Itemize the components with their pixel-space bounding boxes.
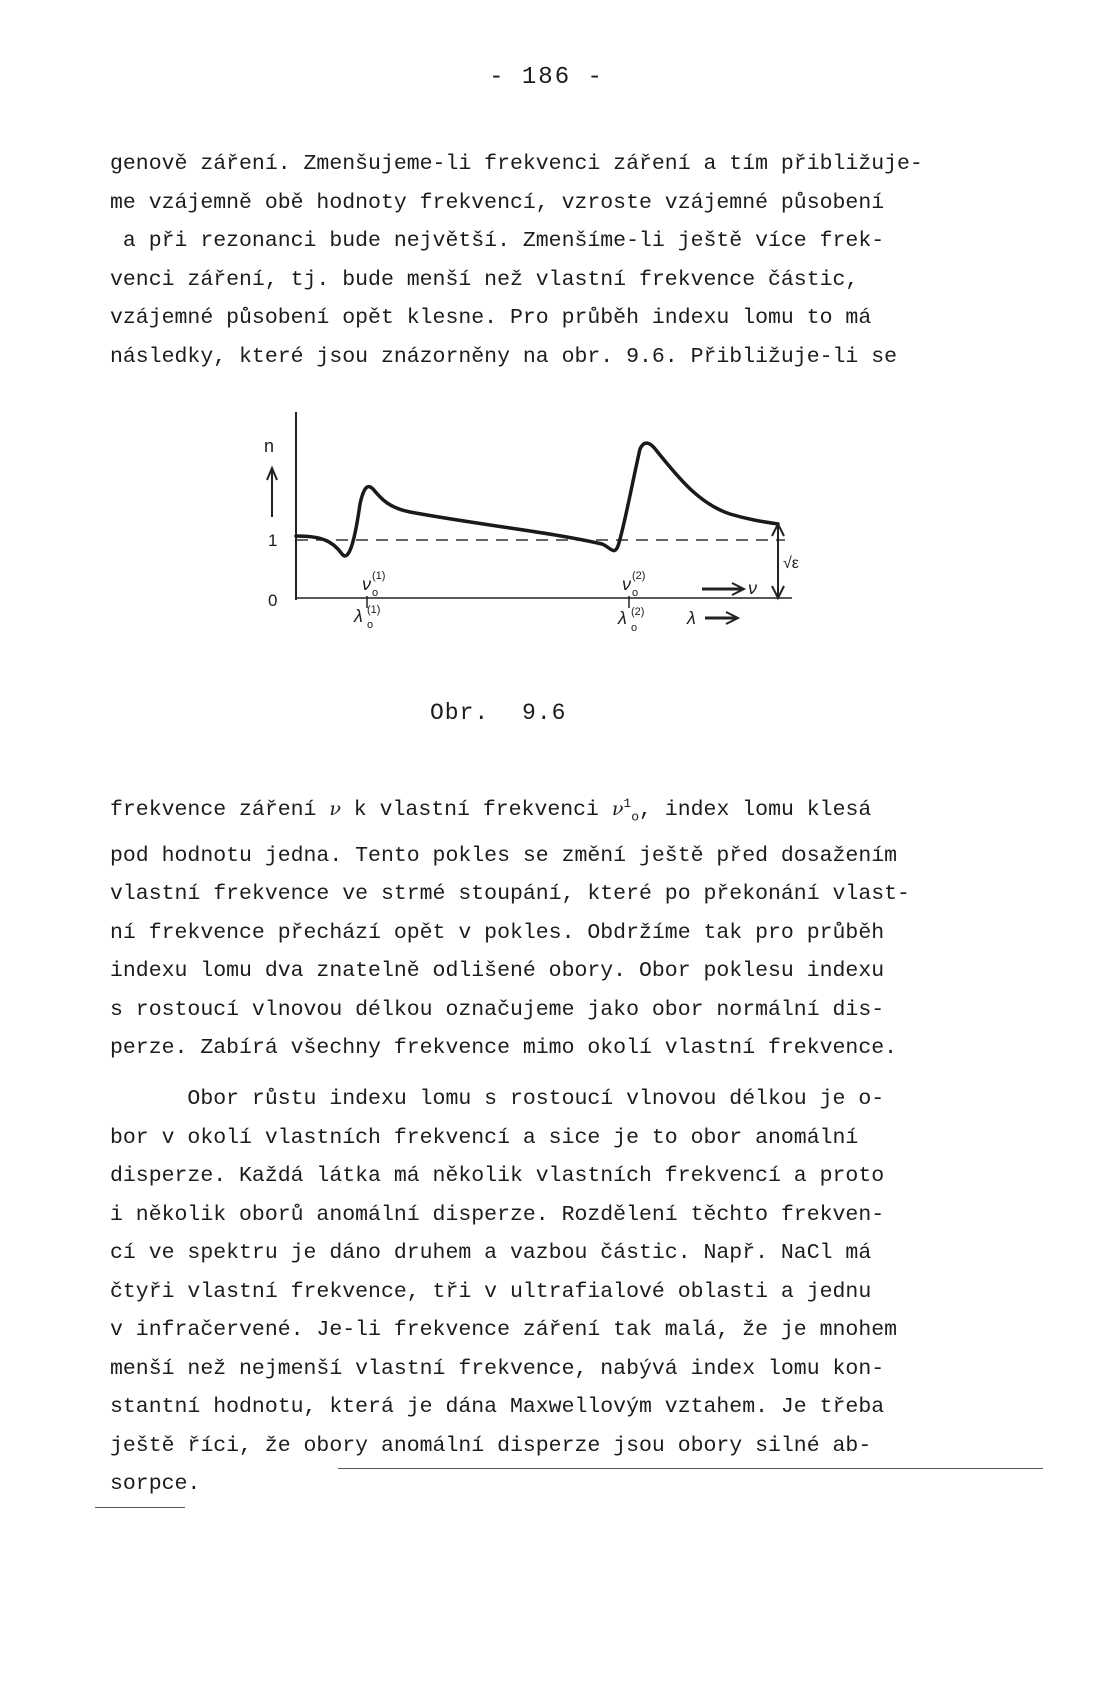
text-line: disperze. Každá látka má několik vlastních frekvencí a proto <box>110 1164 885 1188</box>
text-line: pod hodnotu jedna. Tento pokles se změní ještě před dosažením <box>110 843 898 868</box>
lambda2-subscript: o <box>631 622 638 634</box>
text-line: bor v okolí vlastních frekvencí a sice je to obor anomální <box>110 1125 859 1150</box>
nu1-subscript: o <box>372 587 379 599</box>
nu2-subscript: o <box>632 587 639 599</box>
n-axis-label: n <box>264 436 275 456</box>
lambda-arrow-label: λ <box>687 608 696 628</box>
page-number: - 186 - <box>489 64 604 91</box>
text-line: čtyři vlastní frekvence, tři v ultrafialové oblasti a jednu <box>110 1279 872 1304</box>
text-line: vlastní frekvence ve strmé stoupání, které po překonání vlast- <box>110 882 910 907</box>
text-line: ní frekvence přechází opět v pokles. Obdržíme tak pro průběh <box>110 920 885 945</box>
nu1-symbol: ν <box>362 574 371 594</box>
dispersion-graph <box>264 432 880 692</box>
text-line: i několik oborů anomální disperze. Rozdělení těchto frekven- <box>110 1202 885 1227</box>
text-line: stantní hodnotu, která je dána Maxwellovým vztahem. Je třeba <box>110 1395 885 1419</box>
text-line: sorpce. <box>110 1472 201 1496</box>
text-line: genově záření. Zmenšujeme-li frekvenci záření a tím přibližuje- <box>110 152 923 176</box>
lambda1-symbol: λ <box>354 606 363 626</box>
resonance-1-labels <box>353 570 385 631</box>
sqrt-epsilon-label: √ε <box>783 555 799 572</box>
paragraph-3 <box>110 1080 1060 1504</box>
text-line: a při rezonanci bude největší. Zmenšíme-li ještě více frek- <box>110 229 885 253</box>
text-line: vzájemné působení opět klesne. Pro průběh indexu lomu to má <box>110 306 872 330</box>
text-line: perze. Zabírá všechny frekvence mimo okolí vlastní frekvence. <box>110 1036 898 1061</box>
caption-number: 9.6 <box>522 700 567 726</box>
lambda1-superscript: (1) <box>367 604 381 616</box>
text-line: cí ve spektru je dáno druhem a vazbou částic. Např. NaCl má <box>110 1241 872 1265</box>
lambda1-subscript: o <box>367 619 374 631</box>
text-line: me vzájemně obě hodnoty frekvencí, vzroste vzájemné působení <box>110 190 885 215</box>
nu2-superscript: (2) <box>632 570 646 582</box>
nu1-superscript: (1) <box>372 570 386 582</box>
figure-9-6 <box>264 432 880 692</box>
text-line: ještě říci, že obory anomální disperze jsou obory silné ab- <box>110 1433 872 1458</box>
caption-prefix: Obr. <box>430 700 490 726</box>
figure-caption <box>430 700 584 726</box>
paragraph-1 <box>110 145 1060 376</box>
tick-label-zero: 0 <box>268 591 278 610</box>
nu-direction-arrow <box>702 578 757 598</box>
lambda2-superscript: (2) <box>631 606 645 618</box>
text-line: Obor růstu indexu lomu s rostoucí vlnovou délkou je o- <box>110 1087 885 1111</box>
text-line: frekvence záření ν k vlastní frekvenci $\nu^1_o$, index lomu klesá <box>110 796 872 825</box>
handwritten-underline <box>95 1507 185 1508</box>
text-line: indexu lomu dva znatelně odlišené obory. Obor poklesu indexu <box>110 959 885 984</box>
nu2-symbol: ν <box>622 574 631 594</box>
tick-label-one: 1 <box>268 531 278 550</box>
paragraph-2 <box>110 785 1060 1068</box>
nu-arrow-label: ν <box>748 578 757 598</box>
text-line: následky, které jsou znázorněny na obr. 9.6. Přibližuje-li se <box>110 344 898 369</box>
text-line: v infračervené. Je-li frekvence záření tak malá, že je mnohem <box>110 1318 898 1342</box>
refractive-index-curve <box>296 443 778 556</box>
resonance-2-labels <box>617 570 645 634</box>
text-line: menší než nejmenší vlastní frekvence, nabývá index lomu kon- <box>110 1356 885 1381</box>
handwritten-underline <box>338 1468 1043 1469</box>
lambda-direction-arrow <box>686 608 738 628</box>
lambda2-symbol: λ <box>618 608 627 628</box>
text-line: s rostoucí vlnovou délkou označujeme jako obor normální dis- <box>110 997 885 1022</box>
text-line: venci záření, tj. bude menší než vlastní frekvence částic, <box>110 267 859 292</box>
